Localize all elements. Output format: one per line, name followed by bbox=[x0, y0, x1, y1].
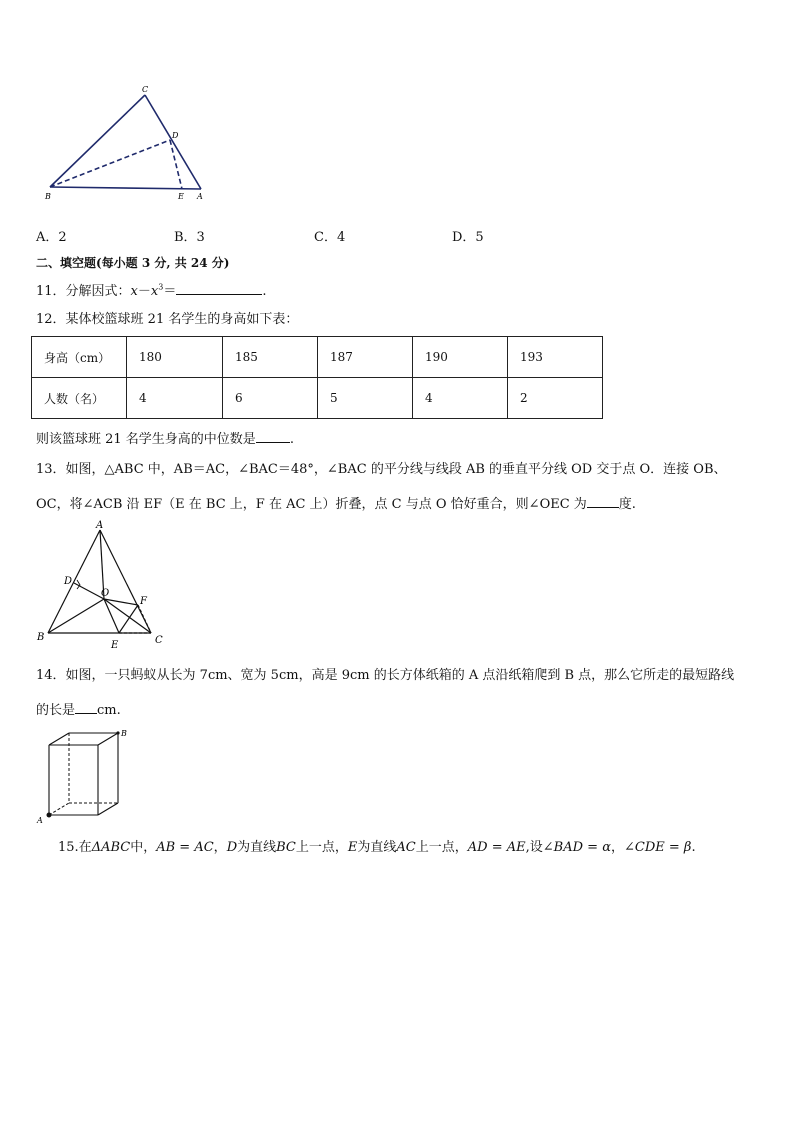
q11-prefix: 11．分解因式： bbox=[36, 284, 131, 299]
question-12: 12．某体校篮球班 21 名学生的身高如下表： bbox=[36, 312, 299, 327]
q13-answer-blank[interactable] bbox=[587, 495, 619, 508]
q15-p6: 为直线 bbox=[357, 840, 397, 855]
label-F: F bbox=[140, 596, 147, 607]
q15-p4: 为直线 bbox=[237, 840, 277, 855]
label-A: A bbox=[197, 192, 203, 201]
label-D: D bbox=[172, 131, 179, 140]
choice-b: B．3 bbox=[174, 230, 205, 245]
q11-end: . bbox=[262, 284, 267, 299]
question-13-line1: 13．如图，△ABC 中，AB＝AC，∠BAC＝48°，∠BAC 的平分线与线段 AB 的垂直平分线 OD 交于点 O．连接 OB、 bbox=[36, 462, 727, 477]
section-heading: 二、填空题(每小题 3 分, 共 24 分) bbox=[36, 256, 230, 270]
q15-p1: 15.在 bbox=[58, 840, 92, 855]
q12-after: 则该篮球班 21 名学生身高的中位数是 bbox=[36, 432, 256, 447]
q15-p9: ， bbox=[610, 840, 624, 855]
label-D: D bbox=[64, 576, 73, 587]
q15-p3: ， bbox=[213, 840, 227, 855]
q11-equals: ＝ bbox=[163, 284, 177, 299]
table-cell: 5 bbox=[318, 378, 413, 419]
table-cell: 187 bbox=[318, 337, 413, 378]
q12-after-end: . bbox=[289, 432, 294, 447]
label-E: E bbox=[178, 192, 184, 201]
q15-p8: ,设 bbox=[525, 840, 543, 855]
q14-line2-a: 的长是 bbox=[36, 703, 76, 718]
q15-m9: ∠CDE = β bbox=[624, 840, 692, 855]
label-O: O bbox=[101, 588, 110, 599]
question-15 bbox=[58, 841, 696, 854]
label-E: E bbox=[111, 640, 119, 651]
box-figure-q14 bbox=[0, 0, 140, 830]
label-B: B bbox=[37, 632, 45, 643]
q15-p10: . bbox=[691, 840, 696, 855]
q12-answer-blank[interactable] bbox=[256, 430, 290, 443]
table-cell: 人数（名） bbox=[32, 378, 127, 419]
q15-m2: AB = AC bbox=[156, 840, 214, 855]
question-14-line1: 14．如图，一只蚂蚁从长为 7cm、宽为 5cm，高是 9cm 的长方体纸箱的 A 点沿纸箱爬到 B 点，那么它所走的最短路线 bbox=[36, 668, 735, 683]
q15-p2: 中， bbox=[130, 840, 157, 855]
q13-line2: OC，将∠ACB 沿 EF（E 在 BC 上，F 在 AC 上）折叠，点 C 与点 O 恰好重合，则∠OEC 为 bbox=[36, 497, 587, 512]
label-A: A bbox=[96, 520, 104, 531]
q15-m6: AC bbox=[396, 840, 416, 855]
choice-c: C．4 bbox=[314, 230, 346, 245]
q11-minus: － bbox=[137, 284, 151, 299]
label-A: A bbox=[37, 816, 43, 825]
label-C: C bbox=[155, 635, 163, 646]
choice-d: D．5 bbox=[452, 230, 484, 245]
q15-p7: 上一点， bbox=[415, 840, 468, 855]
label-C: C bbox=[142, 85, 149, 94]
table-cell: 4 bbox=[127, 378, 223, 419]
table-cell: 180 bbox=[127, 337, 223, 378]
q15-m7: AD = AE bbox=[467, 840, 526, 855]
label-B: B bbox=[121, 729, 127, 738]
table-cell: 190 bbox=[413, 337, 508, 378]
table-cell: 身高（cm） bbox=[32, 337, 127, 378]
q11-var-x: x bbox=[130, 284, 138, 299]
q15-m3: D bbox=[226, 840, 238, 855]
choice-a: A．2 bbox=[36, 230, 67, 245]
table-cell: 193 bbox=[508, 337, 603, 378]
table-cell: 6 bbox=[223, 378, 318, 419]
q11-var-x2: x bbox=[150, 284, 159, 299]
q15-m1: ΔABC bbox=[91, 840, 131, 855]
table-cell: 2 bbox=[508, 378, 603, 419]
q15-m8: ∠BAD = α bbox=[542, 840, 611, 855]
q13-line2-end: 度. bbox=[618, 497, 636, 512]
q15-m4: BC bbox=[276, 840, 296, 855]
table-cell: 185 bbox=[223, 337, 318, 378]
q11-exponent: 3 bbox=[158, 282, 164, 292]
label-B: B bbox=[45, 192, 51, 201]
q15-m5: E bbox=[347, 840, 358, 855]
table-cell: 4 bbox=[413, 378, 508, 419]
q15-p5: 上一点， bbox=[295, 840, 348, 855]
q14-line2-b: cm. bbox=[97, 703, 121, 718]
